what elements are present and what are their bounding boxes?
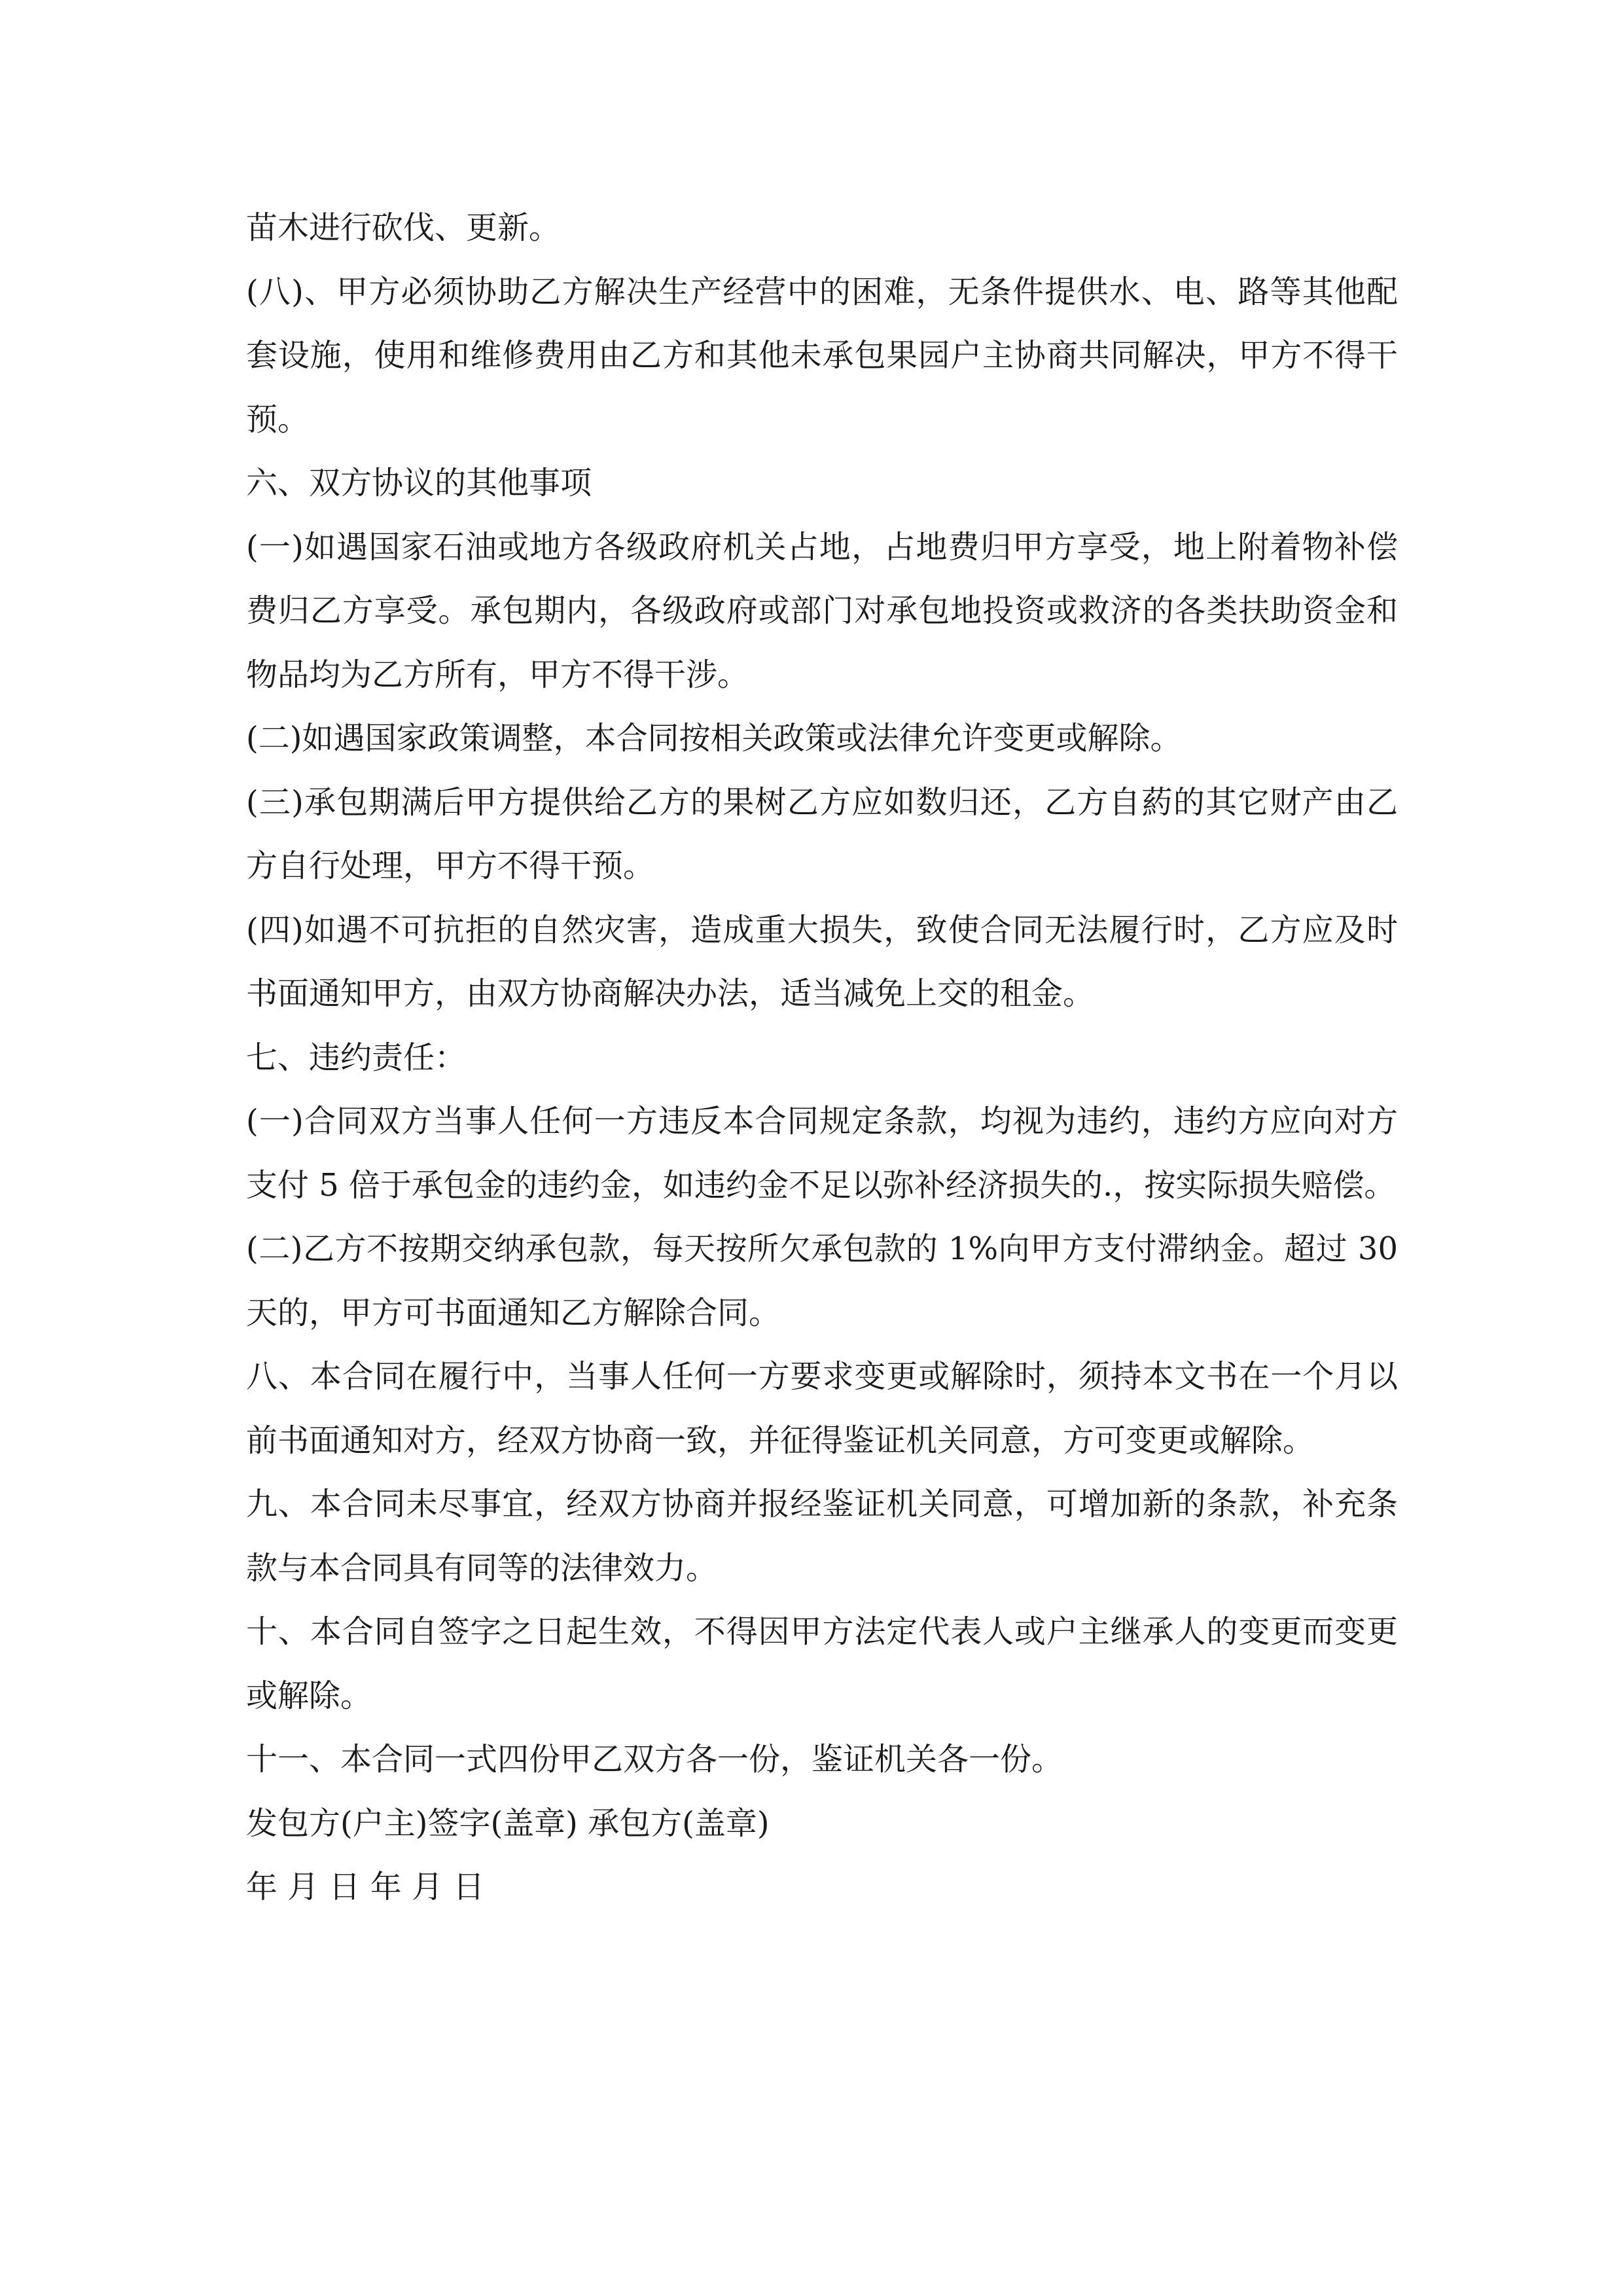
paragraph-clause-11-copies: 十一、本合同一式四份甲乙双方各一份，鉴证机关各一份。: [246, 1741, 1063, 1778]
paragraph-clause-9-supplement: 九、本合同未尽事宜，经双方协商并报经鉴证机关同意，可增加新的条款，补充条款与本合同具有同等的法律效力。: [246, 1486, 1398, 1587]
paragraph-other-2-policy: (二)如遇国家政策调整，本合同按相关政策或法律允许变更或解除。: [246, 720, 1182, 757]
paragraph-other-3-expiry: (三)承包期满后甲方提供给乙方的果树乙方应如数归还，乙方自葯的其它财产由乙方自行处理，甲方不得干预。: [246, 783, 1398, 884]
paragraph-other-4-disaster: (四)如遇不可抗拒的自然灾害，造成重大损失，致使合同无法履行时，乙方应及时书面通知甲方，由双方协商解决办法，适当减免上交的租金。: [246, 911, 1398, 1012]
section-heading-liability: 七、违约责任：: [246, 1039, 467, 1076]
section-heading-other-matters: 六、双方协议的其他事项: [246, 465, 592, 501]
paragraph-liability-1-penalty: (一)合同双方当事人任何一方违反本合同规定条款，均视为违约，违约方应向对方支付 5 倍于承包金的违约金，如违约金不足以弥补经济损失的.，按实际损失赔偿。: [246, 1103, 1398, 1204]
date-line: 年 月 日 年 月 日: [246, 1869, 485, 1905]
signature-line: 发包方(户主)签字(盖章) 承包方(盖章): [246, 1804, 770, 1842]
paragraph-seedling-felling: 苗木进行砍伐、更新。: [246, 209, 561, 246]
paragraph-other-1-land-occupation: (一)如遇国家石油或地方各级政府机关占地，占地费归甲方享受，地上附着物补偿费归乙方享受。承包期内，各级政府或部门对承包地投资或救济的各类扶助资金和物品均为乙方所有，甲方不得干涉。: [246, 528, 1398, 693]
paragraph-clause-8-assistance: (八)、甲方必须协助乙方解决生产经营中的困难，无条件提供水、电、路等其他配套设施，使用和维修费用由乙方和其他未承包果园户主协商共同解决，甲方不得干预。: [246, 273, 1398, 438]
paragraph-clause-8-change: 八、本合同在履行中，当事人任何一方要求变更或解除时，须持本文书在一个月以前书面通知对方，经双方协商一致，并征得鉴证机关同意，方可变更或解除。: [246, 1358, 1398, 1459]
contract-body: [246, 196, 1398, 1920]
paragraph-liability-2-late-fee: (二)乙方不按期交纳承包款，每天按所欠承包款的 1%向甲方支付滞纳金。超过 30 天的，甲方可书面通知乙方解除合同。: [246, 1230, 1398, 1331]
paragraph-clause-10-effective: 十、本合同自签字之日起生效，不得因甲方法定代表人或户主继承人的变更而变更或解除。: [246, 1613, 1398, 1714]
